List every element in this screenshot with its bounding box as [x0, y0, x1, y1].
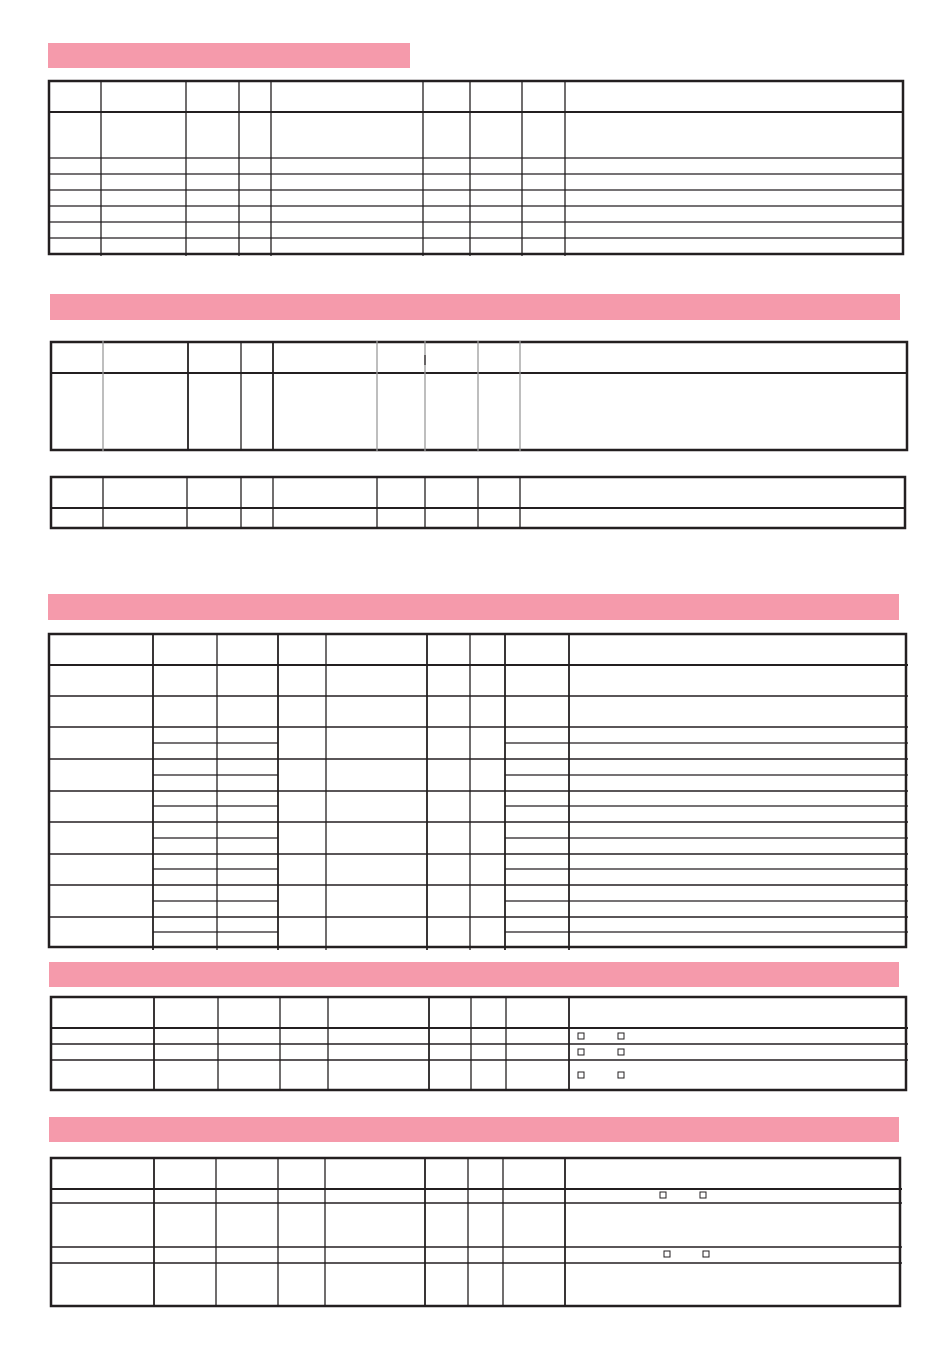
checkbox-5b[interactable] [703, 1251, 709, 1257]
table-1 [48, 80, 904, 256]
checkbox-4a[interactable] [660, 1192, 666, 1198]
table-2a [50, 341, 908, 453]
checkbox-2b[interactable] [618, 1049, 624, 1055]
checkbox-2a[interactable] [578, 1049, 584, 1055]
checkbox-3a[interactable] [578, 1072, 584, 1078]
checkbox-1b[interactable] [618, 1033, 624, 1039]
checkbox-3b[interactable] [618, 1072, 624, 1078]
table-2b [50, 476, 908, 530]
section-2-header-bar [50, 294, 900, 320]
section-4-header-bar [49, 962, 899, 987]
section-1-header-bar [48, 43, 410, 68]
section-3-header-bar [48, 594, 899, 620]
checkbox-4b[interactable] [700, 1192, 706, 1198]
table-3 [48, 633, 908, 950]
table-4 [50, 996, 908, 1092]
checkbox-5a[interactable] [664, 1251, 670, 1257]
table-5 [50, 1157, 902, 1309]
checkbox-1a[interactable] [578, 1033, 584, 1039]
section-5-header-bar [49, 1117, 899, 1142]
